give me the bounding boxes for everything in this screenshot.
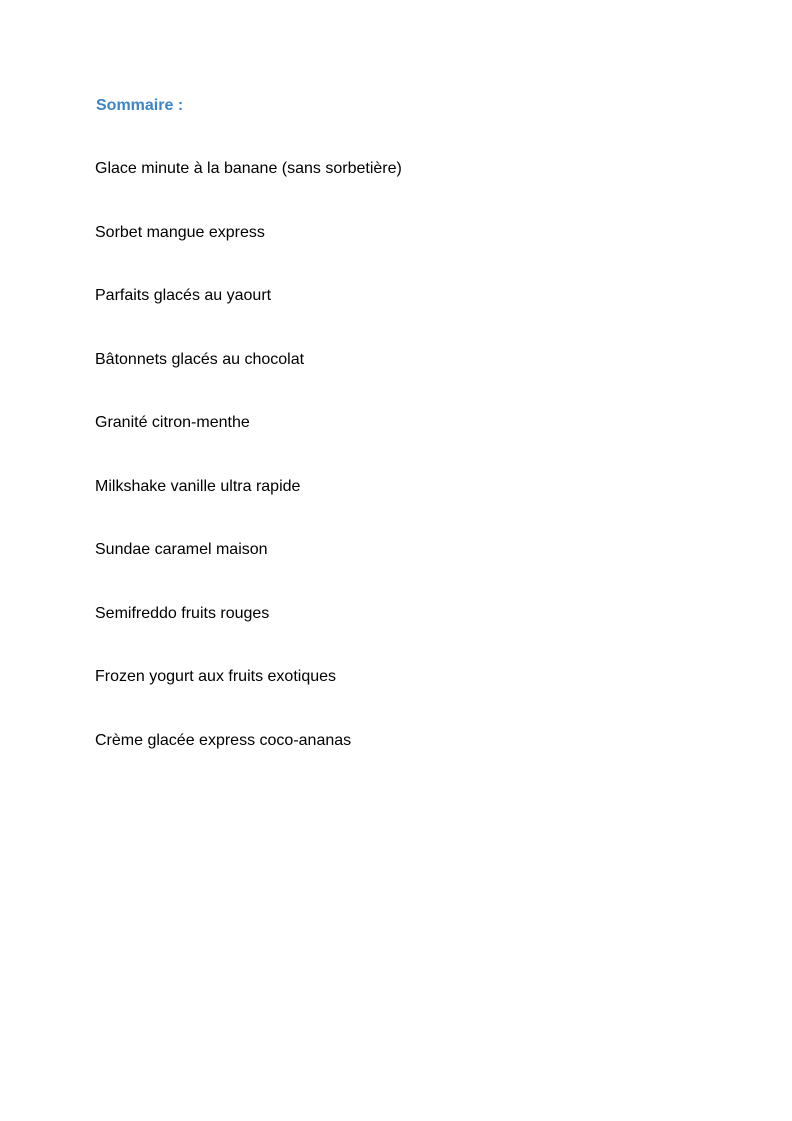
toc-title: Sommaire : (96, 97, 184, 114)
toc-list (95, 159, 402, 794)
toc-item: Bâtonnets glacés au chocolat (95, 350, 305, 368)
toc-item: Milkshake vanille ultra rapide (95, 477, 301, 495)
toc-item: Crème glacée express coco-ananas (95, 731, 352, 749)
toc-item: Sorbet mangue express (95, 223, 265, 241)
toc-item: Glace minute à la banane (sans sorbetière) (95, 160, 402, 177)
toc-item: Frozen yogurt aux fruits exotiques (95, 668, 337, 685)
toc-item: Parfaits glacés au yaourt (95, 287, 272, 304)
toc-item: Granité citron-menthe (95, 414, 250, 431)
toc-item: Sundae caramel maison (95, 541, 268, 558)
toc-item: Semifreddo fruits rouges (95, 604, 270, 622)
